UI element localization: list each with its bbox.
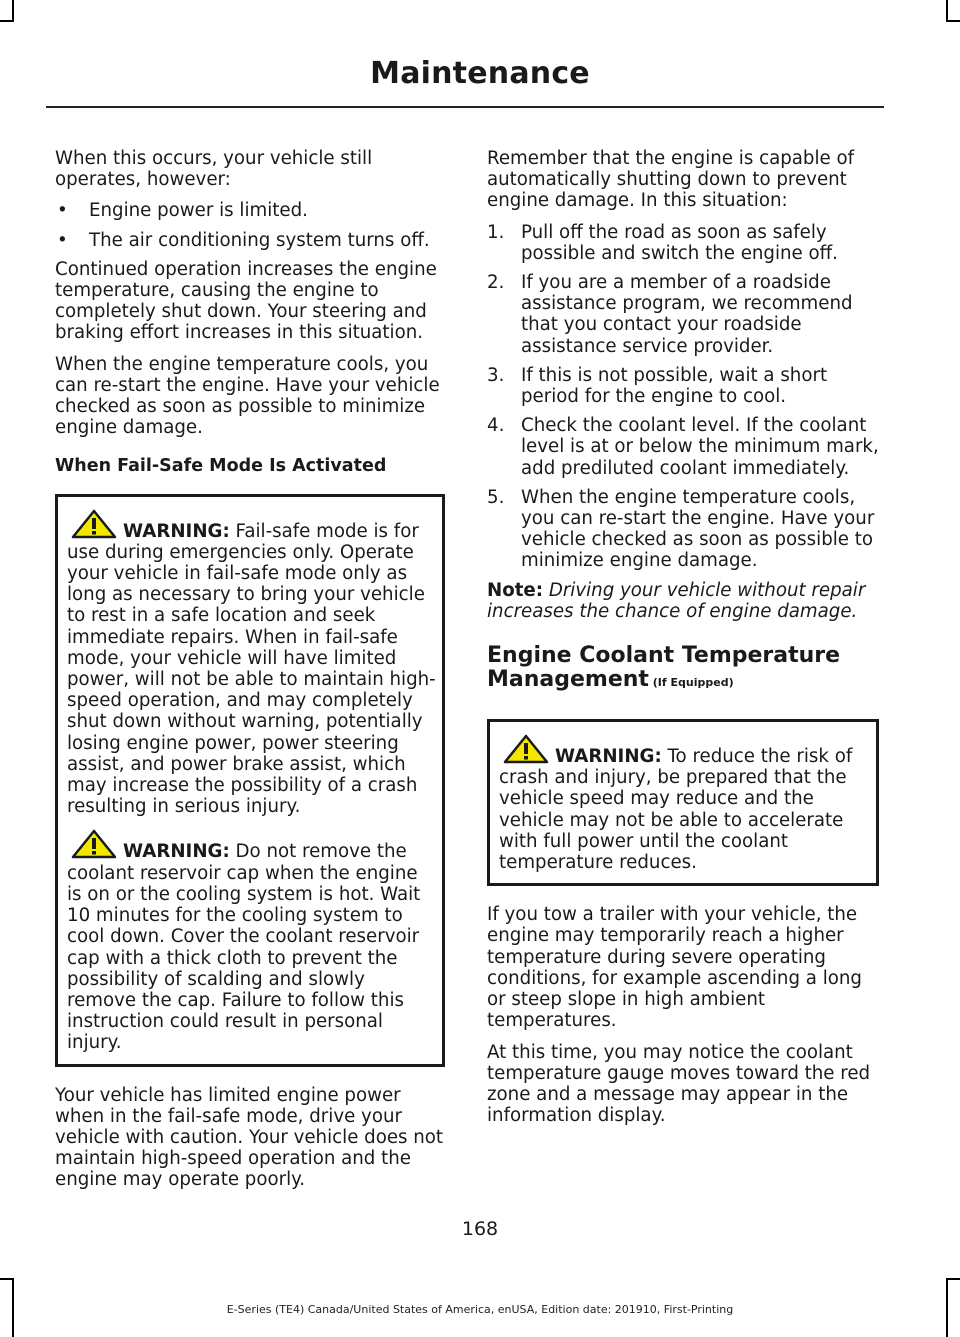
step-number: 3. [487,364,505,386]
section-heading-text: Engine Coolant Temperature Management [487,643,841,693]
warning-triangle-icon [71,509,117,539]
warning-paragraph [499,734,870,873]
crop-mark-bottom-left-h [0,1278,14,1280]
step-number: 2. [487,272,505,294]
body-paragraph: Your vehicle has limited engine power when in the fail-safe mode, drive your vehicle with caution. Your vehicle does not maintain high-speed operation and the engine may operate poorly. [55,1084,444,1191]
body-paragraph: When the engine temperature cools, you can re-start the engine. Have your vehicle checked as soon as possible to minimize engine damage. [55,353,440,439]
bullet-mark: • [57,229,68,251]
crop-mark-top-left-v [12,0,14,22]
warning-triangle-icon [71,829,117,859]
step-text: If you are a member of a roadside assistance program, we recommend that you contact your roadside assistance service provider. [521,272,853,357]
list-item [487,415,879,479]
warning-paragraph [67,509,436,818]
step-text: Check the coolant level. If the coolant level is at or below the minimum mark, add prediluted coolant immediately. [521,415,879,479]
crop-mark-top-right-v [946,0,948,22]
warning-label: WARNING: [123,520,230,542]
list-item [55,230,445,251]
list-item [487,487,879,572]
body-paragraph: Continued operation increases the engine temperature, causing the engine to completely shut down. Your steering and braking effort increases in this situation. [55,258,437,344]
crop-mark-top-right-h [946,20,960,22]
section-qualifier: (If Equipped) [648,676,734,690]
list-item [55,200,445,221]
list-item [487,222,879,264]
warning-box [55,494,445,1067]
step-text: Pull off the road as soon as safely possible and switch the engine off. [521,221,838,264]
warning-triangle-icon [503,734,549,764]
warning-text: Do not remove the coolant reservoir cap when the engine is on or the cooling system is hot. Wait 10 minutes for the cooling system to cool down. Cover the coolant reservoir cap with a thick cloth to prevent the possibility of scalding and slowly remove the cap. Failure to follow this instruction could result in personal injury. [67,841,421,1054]
note-text: Driving your vehicle without repair increases the chance of engine damage. [487,579,866,622]
warning-label: WARNING: [555,746,662,768]
page-title: Maintenance [370,56,590,91]
right-column [487,148,879,1136]
note-label: Note: [487,579,544,601]
page-number: 168 [461,1218,499,1240]
crop-mark-top-left-h [0,20,14,22]
edition-footer: E-Series (TE4) Canada/United States of America, enUSA, Edition date: 201910, First-Printing [226,1303,734,1316]
bullet-text: Engine power is limited. [89,200,308,222]
intro-paragraph: When this occurs, your vehicle still operates, however: [55,148,373,191]
step-text: When the engine temperature cools, you can re-start the engine. Have your vehicle checked as soon as possible to minimize engine damage. [521,486,875,572]
warning-box [487,719,879,886]
bullet-text: The air conditioning system turns off. [89,229,430,251]
crop-mark-bottom-right-h [946,1278,960,1280]
list-item [487,272,879,357]
step-number: 4. [487,415,505,437]
warning-text: Fail-safe mode is for use during emergencies only. Operate your vehicle in fail-safe mode only as long as necessary to bring your vehicle to rest in a safe location and seek immediate repairs. When in fail-safe mode, your vehicle will have limited power, will not be able to maintain high-speed operation, and may completely shut down without warning, potentially losing engine power, power steering assist, and power brake assist, which may increase the possibility of a crash resulting in serious injury. [67,520,436,818]
bullet-mark: • [57,200,68,222]
subheading: When Fail-Safe Mode Is Activated [55,456,387,477]
step-number: 5. [487,486,505,508]
step-number: 1. [487,221,505,243]
section-heading [487,644,879,695]
warning-text: To reduce the risk of crash and injury, be prepared that the vehicle speed may reduce and the vehicle may not be able to accelerate with full power until the coolant temperature reduces. [499,746,853,874]
header-divider [46,106,884,108]
intro-paragraph: Remember that the engine is capable of automatically shutting down to prevent engine damage. In this situation: [487,148,855,212]
list-item [487,365,879,407]
step-text: If this is not possible, wait a short period for the engine to cool. [521,364,828,408]
note-paragraph [487,580,879,622]
left-column [55,148,445,1201]
body-paragraph: At this time, you may notice the coolant temperature gauge moves toward the red zone and a message may appear in the information display. [487,1041,871,1127]
warning-label: WARNING: [123,841,230,863]
warning-paragraph [67,829,436,1053]
body-paragraph: If you tow a trailer with your vehicle, the engine may temporarily reach a higher temperature during severe operating conditions, for example ascending a long or steep slope in high ambient temperatures. [487,904,862,1032]
